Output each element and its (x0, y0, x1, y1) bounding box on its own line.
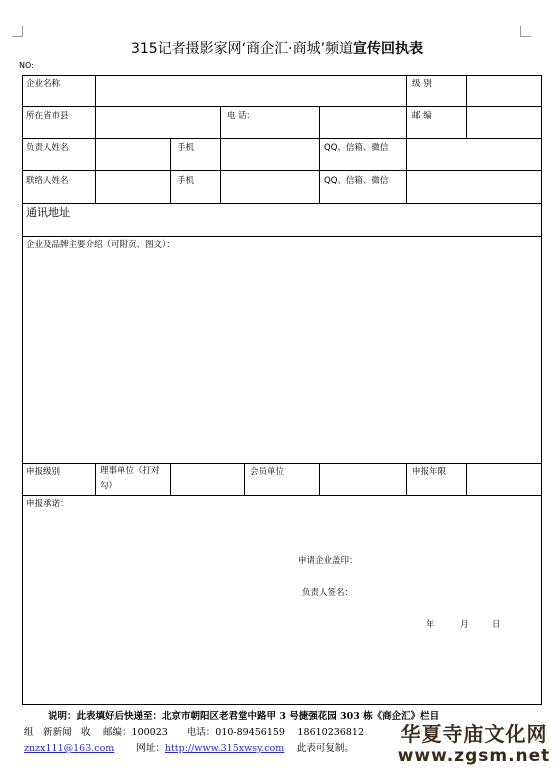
mobile-label: 手机 (177, 143, 195, 153)
watermark-name: 华夏寺庙文化网 (400, 722, 548, 746)
rule (170, 463, 171, 496)
form-number-label: NO: (19, 61, 34, 70)
footer-line-1 (48, 709, 439, 724)
contact-info-label: QQ、信箱、微信 (324, 176, 389, 186)
receipt-form-table (22, 75, 542, 705)
person-in-charge-label: 负责人姓名 (26, 143, 69, 153)
rule (220, 106, 221, 139)
rule (22, 75, 542, 76)
footer-address: 北京市朝阳区老君堂中路甲 3 号捷强花园 303 栋《商企汇》栏目 (162, 711, 440, 722)
rule (319, 138, 320, 204)
signature-label: 负责人签名： (302, 588, 354, 598)
year-label: 年 (426, 620, 435, 630)
title-prefix: 315记者摄影家网‘商企汇·商城’频道 (130, 41, 354, 57)
page-title (0, 40, 554, 58)
rule (95, 75, 96, 107)
day-label: 日 (492, 620, 501, 630)
site-watermark (394, 722, 554, 766)
rule (22, 138, 542, 139)
level-label: 级 别 (412, 79, 432, 89)
phone-label: 电 话: (227, 111, 250, 121)
watermark-url: www.zgsm.net (397, 746, 551, 766)
month-label: 月 (460, 620, 469, 630)
rule (95, 106, 96, 139)
rule (406, 463, 407, 496)
rule (406, 106, 407, 139)
commitment-label: 申报承诺： (26, 499, 69, 509)
rule (170, 138, 171, 204)
crop-mark-left (12, 26, 23, 37)
rule (406, 138, 407, 204)
rule (95, 138, 96, 204)
rule (319, 463, 320, 496)
rule (466, 106, 467, 139)
rule (319, 106, 320, 139)
rule (406, 75, 407, 107)
rule (22, 495, 542, 496)
province-city-label: 所在省市县 (26, 111, 69, 121)
contact-info-label: QQ、信箱、微信 (324, 143, 389, 153)
footer-line-3 (24, 741, 354, 756)
rule (220, 138, 221, 204)
rule (22, 236, 542, 237)
email-link[interactable]: znzx111@163.com (24, 743, 115, 754)
member-unit-label: 会员单位 (250, 467, 285, 477)
mobile-label: 手机 (177, 176, 195, 186)
website-label: 网址： (136, 743, 165, 754)
rule (541, 75, 542, 705)
rule (22, 170, 542, 171)
company-intro-label: 企业及品牌主要介绍（可附页、图文）： (26, 240, 175, 250)
footer-instruction: 说明：此表填好后快递至： (48, 711, 163, 722)
copy-note: 此表可复制。 (296, 743, 354, 754)
postcode-label: 邮 编 (412, 111, 432, 121)
rule (22, 704, 542, 705)
rule (466, 463, 467, 496)
apply-years-label: 申报年限 (412, 467, 447, 477)
rule (22, 75, 23, 705)
title-emphasis: 宣传回执表 (353, 41, 424, 57)
crop-mark-right (520, 26, 531, 37)
address-label: 通讯地址 (26, 206, 70, 219)
apply-level-label: 申报级别 (26, 467, 61, 477)
footer-line-2: 组 新新闻 收 邮编：100023 电话：010-89456159 18610236812 (24, 727, 364, 738)
rule (244, 463, 245, 496)
website-link[interactable]: http://www.315xwsy.com (164, 743, 285, 754)
contact-person-label: 联络人姓名 (26, 176, 69, 186)
seal-label: 申请企业盖印： (298, 556, 358, 566)
rule (95, 463, 96, 496)
council-unit-label: 理事单位（打对勾） (100, 466, 160, 491)
rule (466, 75, 467, 107)
rule (22, 203, 542, 204)
company-name-label: 企业名称 (26, 79, 61, 89)
rule (22, 106, 542, 107)
